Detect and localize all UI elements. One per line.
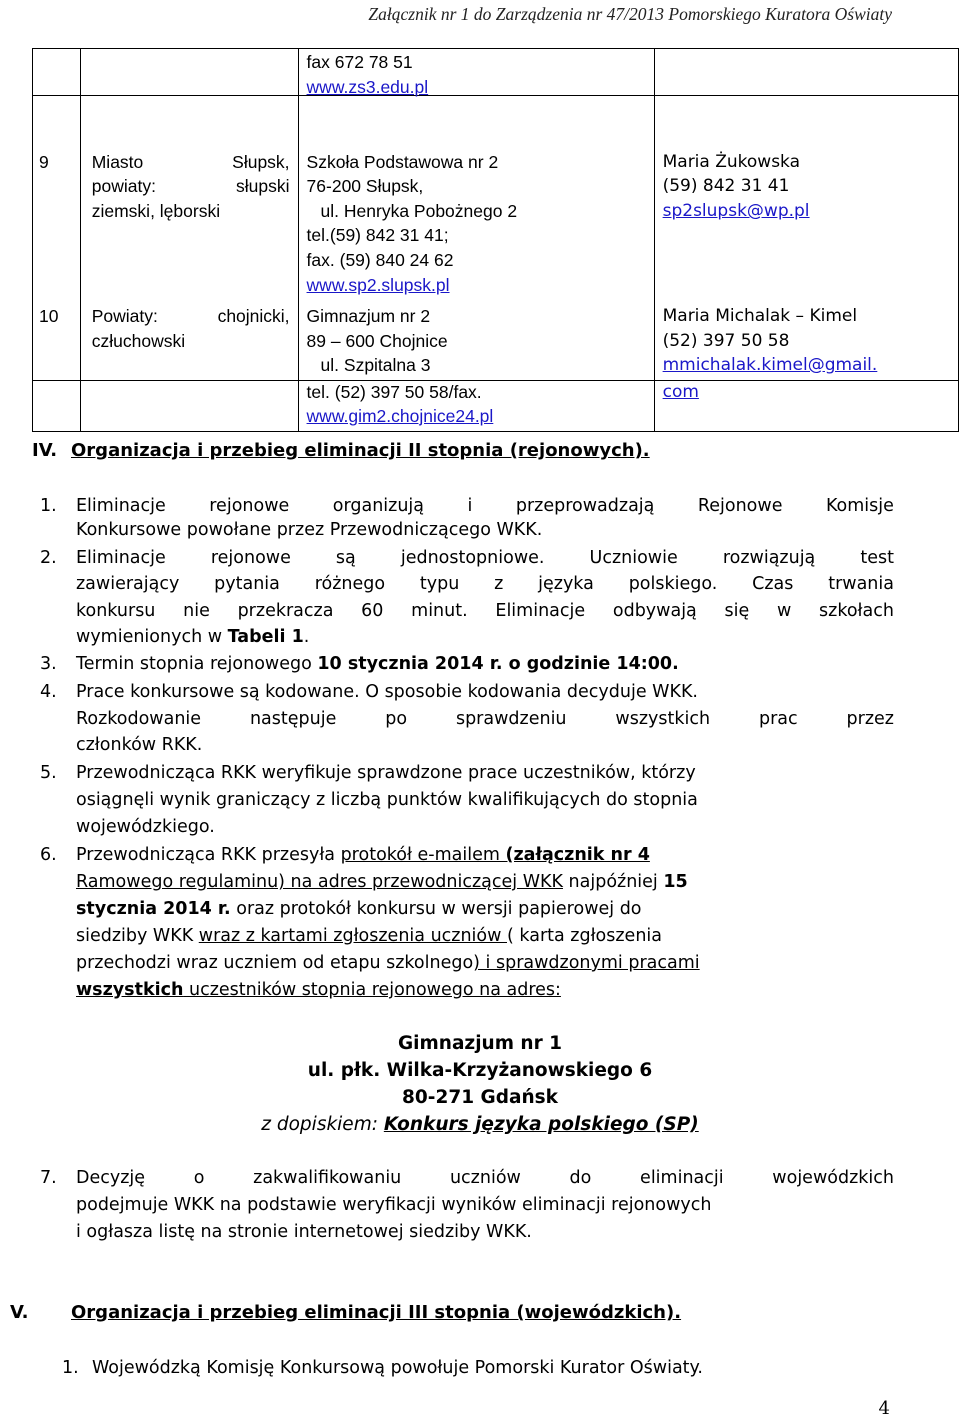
school-address: 76-200 Słupsk, [306,176,424,196]
region-text: chojnicki, [217,306,290,326]
item-text-part: przechodzi wraz uczniem od etapu szkolnego [76,953,474,973]
note-prefix: z dopiskiem: [261,1114,384,1135]
region-text: słupski [236,176,290,196]
school-website-link[interactable]: www.gim2.chojnice24.pl [306,406,494,426]
item-text: Eliminacje rejonowe organizują i przeprowadzają Rejonowe Komisje [76,496,894,516]
contact-email-link[interactable]: com [662,382,699,402]
contact-phone: (59) 842 31 41 [662,176,790,196]
item-number: 2. [40,548,57,568]
item-text-part: ( karta zgłoszenia [507,926,663,946]
item-text [76,951,700,975]
item-text: zawierający pytania różnego typu z języka polskiego. Czas trwania [76,574,894,594]
region-text: Miasto [91,152,144,172]
deadline: 15 [663,872,688,892]
item-text-part: protokół e-mailem [340,845,506,865]
table-reference: Tabeli 1 [227,627,304,647]
school-phone: tel.(59) 842 31 41; [306,225,449,245]
item-text: Konkursowe powołane przez Przewodniczącego WKK. [76,520,543,540]
school-name: Gimnazjum nr 2 [306,306,431,326]
contact-phone: (52) 397 50 58 [662,331,790,351]
school-address: ul. Henryka Pobożnego 2 [320,201,518,221]
section-title: Organizacja i przebieg eliminacji III stopnia (wojewódzkich). [71,1302,682,1323]
item-text: Prace konkursowe są kodowane. O sposobie kodowania decyduje WKK. [76,682,698,702]
item-text-part: wymienionych w [76,627,228,647]
table-row [33,96,959,381]
date-time: 10 stycznia 2014 r. o godzinie 14:00. [317,654,679,674]
item-text [76,843,650,867]
school-website-link[interactable]: www.sp2.slupsk.pl [306,275,450,295]
item-number: 1. [62,1358,79,1378]
item-number: 3. [40,654,57,674]
region-text: Słupsk, [232,152,290,172]
contact-email-link[interactable]: mmichalak.kimel@gmail. [662,355,878,375]
item-number: 4. [40,682,57,702]
region-text: człuchowski [91,331,186,351]
section-title: Organizacja i przebieg eliminacji II stopnia (rejonowych). [71,440,650,461]
school-phone: tel. (52) 397 50 58/fax. [306,382,482,402]
regional-commissions-table [32,48,959,432]
item-text-part: . [303,627,310,647]
item-text [76,870,688,894]
item-number: 6. [40,845,57,865]
item-text: osiągnęli wynik graniczący z liczbą punktów kwalifikujących do stopnia [76,790,698,810]
item-text-part: siedziby WKK [76,926,199,946]
table-row [33,49,959,96]
item-text-part: Ramowego regulaminu) na adres przewodniczącej WKK [76,872,563,892]
item-number: 1. [40,496,57,516]
region-text: ziemski, lęborski [91,201,221,221]
row-number: 10 [39,306,59,326]
website-link[interactable]: www.zs3.edu.pl [306,77,429,97]
row-number: 9 [39,152,49,172]
item-text: Rozkodowanie następuje po sprawdzeniu wszystkich prac przez [76,709,894,729]
contact-name: Maria Żukowska [662,152,801,172]
school-address: 89 – 600 Chojnice [306,331,448,351]
address-line: ul. płk. Wilka-Krzyżanowskiego 6 [307,1060,653,1081]
region-text: Powiaty: [91,306,158,326]
item-text [76,897,642,921]
item-text: konkursu nie przekracza 60 minut. Eliminacje odbywają się w szkołach [76,601,894,621]
item-text: Decyzję o zakwalifikowaniu uczniów do eliminacji wojewódzkich [76,1168,894,1188]
item-text-part: wraz z kartami zgłoszenia uczniów [198,926,507,946]
item-text [76,625,309,649]
item-text: Wojewódzką Komisję Konkursową powołuje Pomorski Kurator Oświaty. [92,1358,703,1378]
item-text: Eliminacje rejonowe są jednostopniowe. Uczniowie rozwiązują test [76,548,894,568]
address-line: Gimnazjum nr 1 [397,1033,563,1054]
item-text [76,924,662,948]
attachment-reference: (załącznik nr 4 [505,845,650,865]
item-text-part: ) i sprawdzonymi pracami [473,953,700,973]
school-address: ul. Szpitalna 3 [320,355,431,375]
item-text [76,652,679,676]
item-text-part: najpóźniej [562,872,664,892]
section-v-heading [10,1302,682,1323]
table-row [33,381,959,432]
item-text: Przewodnicząca RKK weryfikuje sprawdzone prace uczestników, którzy [76,763,696,783]
item-text: i ogłasza listę na stronie internetowej siedziby WKK. [76,1222,532,1242]
item-text: podejmuje WKK na podstawie weryfikacji wyników eliminacji rejonowych [76,1195,712,1215]
item-number: 7. [40,1168,57,1188]
school-fax: fax. (59) 840 24 62 [306,250,454,270]
item-text [76,978,561,1002]
deadline: stycznia 2014 r. [76,899,231,919]
note-text: Konkurs języka polskiego (SP) [383,1114,699,1135]
item-number: 5. [40,763,57,783]
address-line: 80-271 Gdańsk [402,1087,558,1108]
region-text: powiaty: [91,176,156,196]
fax-text: fax 672 78 51 [306,52,413,72]
item-text-part: oraz protokół konkursu w wersji papierowej do [230,899,642,919]
item-text-part: wszystkich [76,980,184,1000]
section-number: V. [10,1302,29,1323]
item-text-part: Termin stopnia rejonowego [76,654,318,674]
section-iv-heading [32,440,650,461]
document-header: Załącznik nr 1 do Zarządzenia nr 47/2013 Pomorskiego Kuratora Oświaty [368,4,892,24]
contact-email-link[interactable]: sp2slupsk@wp.pl [662,201,810,221]
item-text: członków RKK. [76,735,203,755]
contact-name: Maria Michalak – Kimel [662,306,858,326]
address-note [0,1111,960,1138]
page-number: 4 [878,1398,890,1419]
item-text: wojewódzkiego. [76,817,215,837]
school-name: Szkoła Podstawowa nr 2 [306,152,499,172]
item-text-part: uczestników stopnia rejonowego na adres: [183,980,561,1000]
item-text-part: Przewodnicząca RKK przesyła [76,845,341,865]
section-number: IV. [32,440,58,461]
